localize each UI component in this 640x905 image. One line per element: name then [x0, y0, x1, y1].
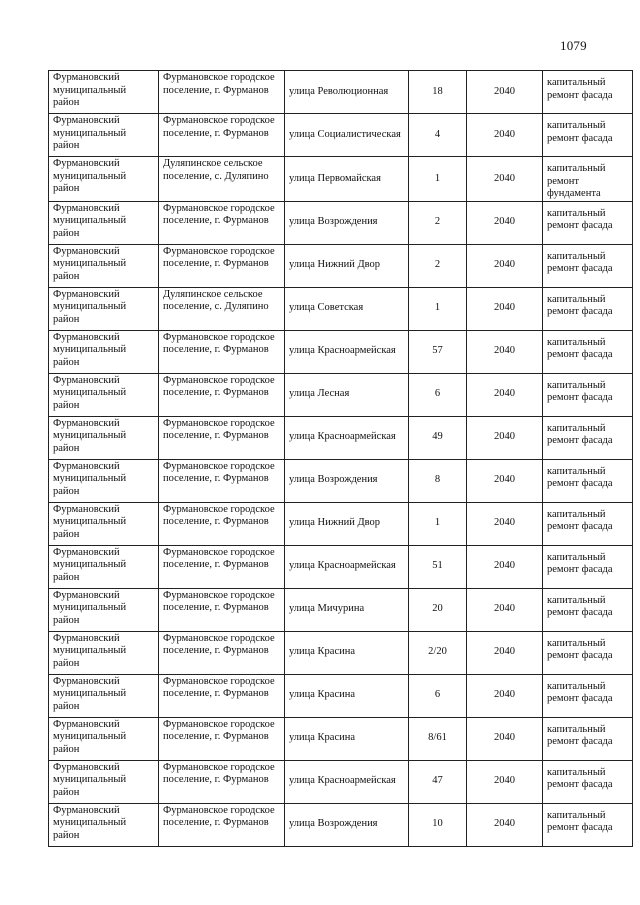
year-cell: 2040: [467, 717, 543, 760]
settlement-cell: Фурмановское городское поселение, г. Фурманов: [159, 588, 285, 631]
district-cell: Фурмановский муниципальный район: [49, 201, 159, 244]
district-cell: Фурмановский муниципальный район: [49, 287, 159, 330]
table-row: [49, 244, 633, 287]
work-type-cell: капитальный ремонт фасада: [543, 114, 633, 157]
work-type-cell: капитальный ремонт фасада: [543, 545, 633, 588]
page-number: 1079: [560, 38, 587, 53]
table-row: [49, 502, 633, 545]
year-cell: 2040: [467, 545, 543, 588]
house-number-cell: 2: [409, 244, 467, 287]
settlement-cell: Фурмановское городское поселение, г. Фурманов: [159, 201, 285, 244]
settlement-cell: Дуляпинское сельское поселение, с. Дуляпино: [159, 157, 285, 202]
district-cell: Фурмановский муниципальный район: [49, 416, 159, 459]
table-row: [49, 717, 633, 760]
street-cell: улица Первомайская: [285, 157, 409, 202]
work-type-cell: капитальный ремонт фасада: [543, 416, 633, 459]
table-row: [49, 157, 633, 202]
house-number-cell: 8/61: [409, 717, 467, 760]
settlement-cell: Фурмановское городское поселение, г. Фурманов: [159, 330, 285, 373]
district-cell: Фурмановский муниципальный район: [49, 717, 159, 760]
table-row: [49, 114, 633, 157]
settlement-cell: Фурмановское городское поселение, г. Фурманов: [159, 674, 285, 717]
year-cell: 2040: [467, 760, 543, 803]
district-cell: Фурмановский муниципальный район: [49, 157, 159, 202]
work-type-cell: капитальный ремонт фасада: [543, 717, 633, 760]
house-number-cell: 18: [409, 71, 467, 114]
settlement-cell: Фурмановское городское поселение, г. Фурманов: [159, 545, 285, 588]
house-number-cell: 2: [409, 201, 467, 244]
year-cell: 2040: [467, 330, 543, 373]
district-cell: Фурмановский муниципальный район: [49, 674, 159, 717]
year-cell: 2040: [467, 588, 543, 631]
year-cell: 2040: [467, 157, 543, 202]
table-row: [49, 201, 633, 244]
house-number-cell: 8: [409, 459, 467, 502]
house-number-cell: 1: [409, 157, 467, 202]
work-type-cell: капитальный ремонт фасада: [543, 330, 633, 373]
table-row: [49, 588, 633, 631]
street-cell: улица Мичурина: [285, 588, 409, 631]
year-cell: 2040: [467, 373, 543, 416]
table-row: [49, 416, 633, 459]
street-cell: улица Социалистическая: [285, 114, 409, 157]
repair-schedule-table: [48, 70, 633, 847]
street-cell: улица Красноармейская: [285, 760, 409, 803]
settlement-cell: Фурмановское городское поселение, г. Фурманов: [159, 803, 285, 846]
work-type-cell: капитальный ремонт фасада: [543, 760, 633, 803]
district-cell: Фурмановский муниципальный район: [49, 244, 159, 287]
work-type-cell: капитальный ремонт фасада: [543, 803, 633, 846]
street-cell: улица Нижний Двор: [285, 244, 409, 287]
district-cell: Фурмановский муниципальный район: [49, 459, 159, 502]
house-number-cell: 1: [409, 287, 467, 330]
table-row: [49, 287, 633, 330]
work-type-cell: капитальный ремонт фасада: [543, 244, 633, 287]
district-cell: Фурмановский муниципальный район: [49, 545, 159, 588]
house-number-cell: 49: [409, 416, 467, 459]
work-type-cell: капитальный ремонт фундамента: [543, 157, 633, 202]
house-number-cell: 51: [409, 545, 467, 588]
house-number-cell: 57: [409, 330, 467, 373]
street-cell: улица Красина: [285, 717, 409, 760]
district-cell: Фурмановский муниципальный район: [49, 631, 159, 674]
year-cell: 2040: [467, 416, 543, 459]
district-cell: Фурмановский муниципальный район: [49, 71, 159, 114]
settlement-cell: Фурмановское городское поселение, г. Фурманов: [159, 717, 285, 760]
year-cell: 2040: [467, 502, 543, 545]
street-cell: улица Красина: [285, 674, 409, 717]
district-cell: Фурмановский муниципальный район: [49, 760, 159, 803]
work-type-cell: капитальный ремонт фасада: [543, 459, 633, 502]
settlement-cell: Фурмановское городское поселение, г. Фурманов: [159, 502, 285, 545]
settlement-cell: Фурмановское городское поселение, г. Фурманов: [159, 373, 285, 416]
year-cell: 2040: [467, 71, 543, 114]
table-row: [49, 545, 633, 588]
house-number-cell: 47: [409, 760, 467, 803]
table-row: [49, 330, 633, 373]
table-row: [49, 760, 633, 803]
settlement-cell: Фурмановское городское поселение, г. Фурманов: [159, 631, 285, 674]
street-cell: улица Нижний Двор: [285, 502, 409, 545]
settlement-cell: Фурмановское городское поселение, г. Фурманов: [159, 760, 285, 803]
table-row: [49, 373, 633, 416]
year-cell: 2040: [467, 631, 543, 674]
work-type-cell: капитальный ремонт фасада: [543, 674, 633, 717]
house-number-cell: 6: [409, 373, 467, 416]
year-cell: 2040: [467, 803, 543, 846]
street-cell: улица Красина: [285, 631, 409, 674]
work-type-cell: капитальный ремонт фасада: [543, 502, 633, 545]
table-body: [49, 71, 633, 847]
work-type-cell: капитальный ремонт фасада: [543, 201, 633, 244]
street-cell: улица Красноармейская: [285, 330, 409, 373]
work-type-cell: капитальный ремонт фасада: [543, 588, 633, 631]
district-cell: Фурмановский муниципальный район: [49, 588, 159, 631]
table-row: [49, 674, 633, 717]
work-type-cell: капитальный ремонт фасада: [543, 373, 633, 416]
settlement-cell: Дуляпинское сельское поселение, с. Дуляпино: [159, 287, 285, 330]
year-cell: 2040: [467, 287, 543, 330]
street-cell: улица Лесная: [285, 373, 409, 416]
house-number-cell: 6: [409, 674, 467, 717]
house-number-cell: 4: [409, 114, 467, 157]
street-cell: улица Возрождения: [285, 459, 409, 502]
house-number-cell: 10: [409, 803, 467, 846]
district-cell: Фурмановский муниципальный район: [49, 373, 159, 416]
street-cell: улица Возрождения: [285, 803, 409, 846]
year-cell: 2040: [467, 244, 543, 287]
work-type-cell: капитальный ремонт фасада: [543, 71, 633, 114]
settlement-cell: Фурмановское городское поселение, г. Фурманов: [159, 71, 285, 114]
year-cell: 2040: [467, 114, 543, 157]
year-cell: 2040: [467, 674, 543, 717]
street-cell: улица Красноармейская: [285, 416, 409, 459]
work-type-cell: капитальный ремонт фасада: [543, 287, 633, 330]
table-row: [49, 71, 633, 114]
settlement-cell: Фурмановское городское поселение, г. Фурманов: [159, 416, 285, 459]
street-cell: улица Советская: [285, 287, 409, 330]
house-number-cell: 2/20: [409, 631, 467, 674]
table-row: [49, 631, 633, 674]
street-cell: улица Красноармейская: [285, 545, 409, 588]
district-cell: Фурмановский муниципальный район: [49, 114, 159, 157]
table-row: [49, 459, 633, 502]
house-number-cell: 20: [409, 588, 467, 631]
district-cell: Фурмановский муниципальный район: [49, 502, 159, 545]
table-row: [49, 803, 633, 846]
house-number-cell: 1: [409, 502, 467, 545]
district-cell: Фурмановский муниципальный район: [49, 803, 159, 846]
settlement-cell: Фурмановское городское поселение, г. Фурманов: [159, 244, 285, 287]
year-cell: 2040: [467, 459, 543, 502]
work-type-cell: капитальный ремонт фасада: [543, 631, 633, 674]
settlement-cell: Фурмановское городское поселение, г. Фурманов: [159, 114, 285, 157]
street-cell: улица Революционная: [285, 71, 409, 114]
street-cell: улица Возрождения: [285, 201, 409, 244]
settlement-cell: Фурмановское городское поселение, г. Фурманов: [159, 459, 285, 502]
district-cell: Фурмановский муниципальный район: [49, 330, 159, 373]
year-cell: 2040: [467, 201, 543, 244]
